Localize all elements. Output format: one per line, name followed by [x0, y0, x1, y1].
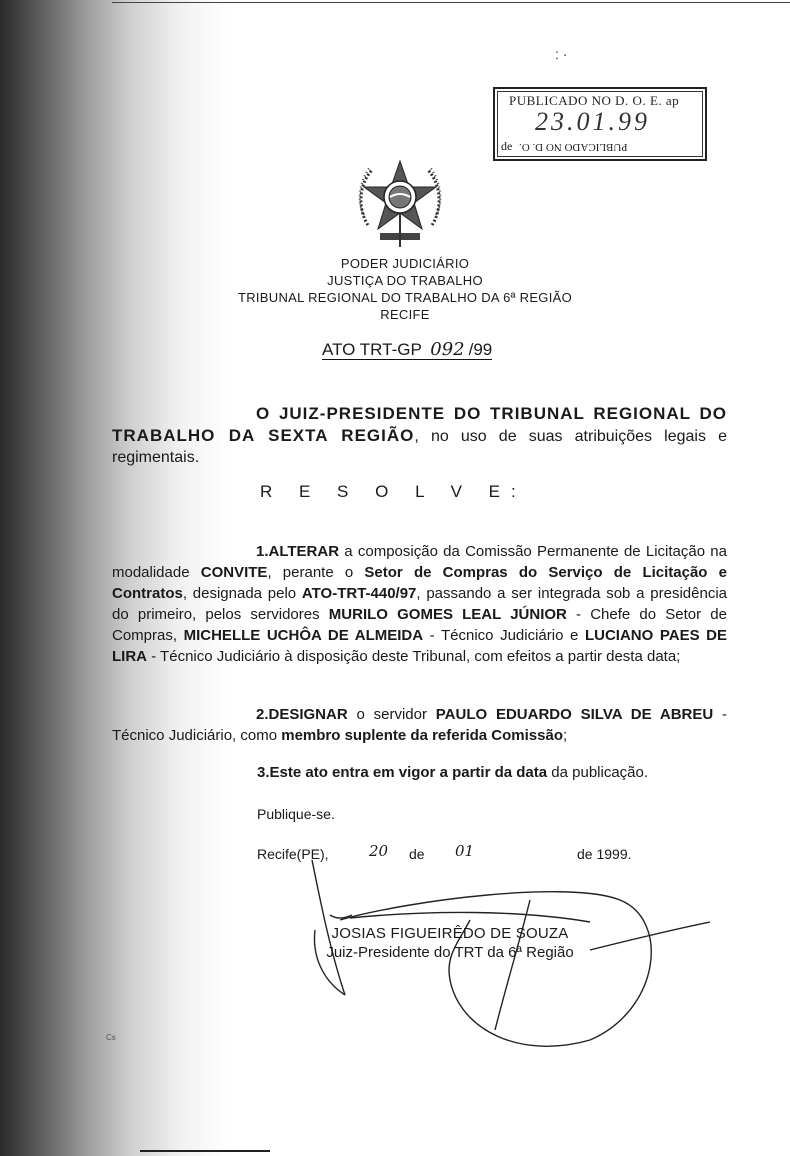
item-1-text-3: , designada pelo	[182, 585, 302, 602]
item-1-bold-7: LUCIANO PAES DE LIRA	[112, 627, 728, 665]
item-1-bold-3: Setor de Compras do Serviço de Licitação e Contratos	[112, 564, 727, 602]
item-1-bold-4: ATO-TRT-440/97	[301, 585, 417, 602]
resolve-heading: R E S O L V E:	[260, 482, 527, 501]
intro-text: , no uso de suas atribuições legais e regimentais.	[112, 428, 727, 466]
item-2-text-2: - Técnico Judiciário, como	[112, 706, 727, 744]
signer-name: JOSIAS FIGUEIRÊDO DE SOUZA	[331, 925, 569, 942]
item-1-text-7: - Técnico Judiciário à disposição deste Tribunal, com efeitos a partir desta data;	[147, 648, 681, 665]
item-2-bold-1: 2.DESIGNAR	[256, 706, 348, 723]
act-prefix: ATO TRT-GP	[322, 340, 422, 359]
coat-of-arms-icon	[350, 155, 450, 250]
item-1-bold-6: MICHELLE UCHÔA DE ALMEIDA	[183, 627, 424, 644]
place-year: de 1999.	[577, 846, 632, 862]
publish-line: Publique-se.	[257, 806, 335, 822]
item-3-bold: 3.Este ato entra em vigor a partir da data	[257, 764, 548, 781]
place-month: 01	[455, 842, 475, 860]
stamp-date: 23.01.99	[535, 107, 650, 136]
act-suffix: /99	[468, 340, 493, 359]
item-1-text-5: - Chefe do Setor de Compras,	[112, 606, 727, 644]
header-line-1: PODER JUDICIÁRIO	[340, 256, 470, 271]
item-1-bold-1: 1.ALTERAR	[256, 543, 340, 560]
act-title	[322, 340, 492, 360]
margin-marks: : ·	[555, 46, 568, 62]
stamp-bottom-prefix: de	[501, 139, 513, 153]
item-1-text-6: - Técnico Judiciário e	[423, 627, 585, 644]
publication-stamp	[493, 87, 707, 161]
item-2-paragraph	[112, 704, 727, 746]
item-1-paragraph	[112, 541, 727, 667]
item-1-text-4: , passando a ser integrada sob a presidência do primeiro, pelos servidores	[112, 585, 727, 623]
item-2-bold-2: PAULO EDUARDO SILVA DE ABREU	[435, 706, 714, 723]
item-1-bold-2: CONVITE	[200, 564, 268, 581]
top-rule	[112, 2, 790, 3]
stamp-bottom-text	[501, 139, 628, 154]
item-3-paragraph	[257, 764, 648, 781]
bottom-rule	[140, 1150, 270, 1152]
item-1-bold-5: MURILO GOMES LEAL JÚNIOR	[328, 606, 567, 623]
header-line-4: RECIFE	[380, 307, 430, 322]
place-day: 20	[369, 842, 389, 860]
place-de-1: de	[409, 846, 425, 862]
place-city: Recife(PE),	[257, 846, 329, 862]
header-line-3: TRIBUNAL REGIONAL DO TRABALHO DA 6ª REGIÃO	[237, 290, 573, 305]
act-number: 092	[430, 339, 465, 360]
item-2-text-1: o servidor	[347, 706, 436, 723]
item-2-bold-3: membro suplente da referida Comissão	[281, 727, 563, 744]
item-1-text-1: a composição da Comissão Permanente de Licitação na modalidade	[112, 543, 727, 581]
signer-role: Juiz-Presidente do TRT da 6ª Região	[326, 944, 574, 961]
stamp-bottom-mirrored: PUBLICADO NO D. O.	[519, 141, 628, 153]
item-1-text-2: , perante o	[267, 564, 365, 581]
stamp-top-text: PUBLICADO NO D. O. E. ap	[509, 93, 680, 108]
intro-bold: O JUIZ-PRESIDENTE DO TRIBUNAL REGIONAL DO TRABALHO DA SEXTA REGIÃO	[112, 404, 727, 445]
footer-mark: Cs	[106, 1033, 116, 1042]
signature-block	[300, 925, 600, 961]
item-2-text-3: ;	[562, 727, 568, 744]
intro-paragraph	[112, 403, 727, 468]
header-line-2: JUSTIÇA DO TRABALHO	[327, 273, 483, 288]
item-3-text: da publicação.	[547, 764, 649, 781]
